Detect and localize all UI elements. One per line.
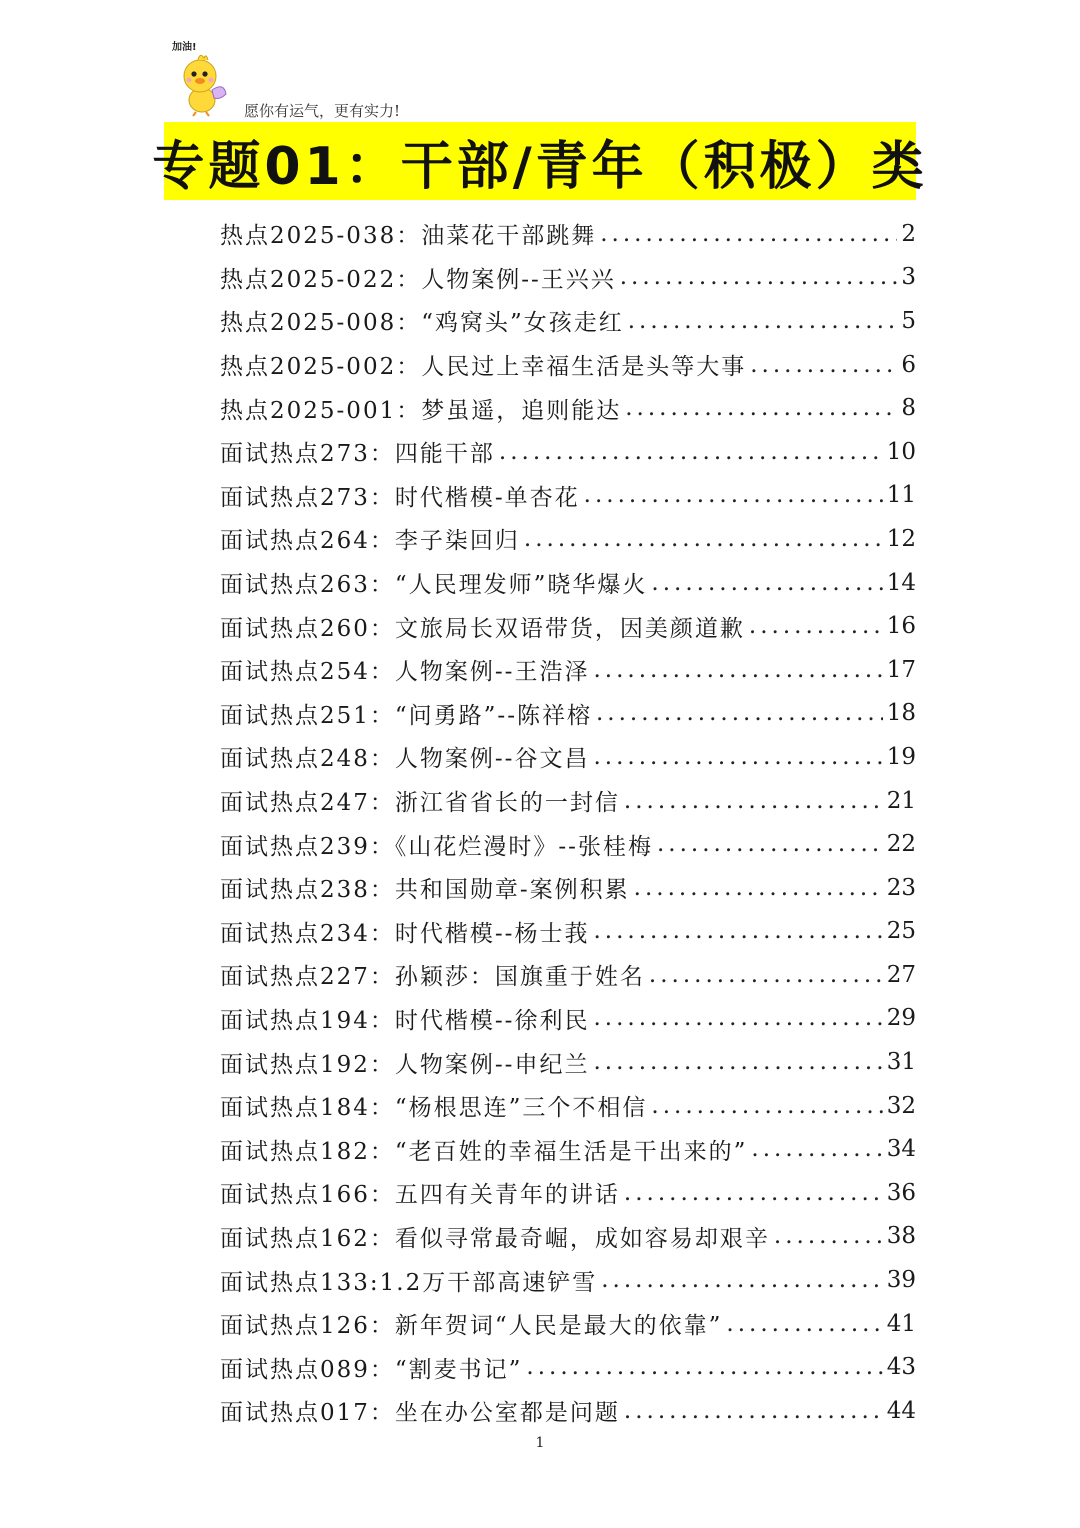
toc-entry[interactable] xyxy=(220,1171,916,1215)
toc-dot-leader xyxy=(593,657,882,683)
toc-entry[interactable] xyxy=(220,1345,916,1389)
toc-entry-page: 2 xyxy=(901,220,916,247)
toc-entry-label: 热点2025-022：人物案例--王兴兴 xyxy=(220,266,616,293)
toc-entry-label: 面试热点184：“杨根思连”三个不相信 xyxy=(220,1095,648,1122)
toc-entry[interactable] xyxy=(220,648,916,692)
toc-entry[interactable] xyxy=(220,212,916,256)
toc-entry-label: 面试热点182：“老百姓的幸福生活是干出来的” xyxy=(220,1138,748,1165)
toc-dot-leader xyxy=(526,1354,882,1380)
toc-entry[interactable] xyxy=(220,1258,916,1302)
toc-entry[interactable] xyxy=(220,561,916,605)
toc-entry-page: 16 xyxy=(886,613,916,640)
toc-entry-page: 21 xyxy=(886,787,916,814)
toc-dot-leader xyxy=(649,962,883,988)
toc-entry[interactable] xyxy=(220,343,916,387)
toc-entry[interactable] xyxy=(220,1127,916,1171)
toc-entry-label: 面试热点260：文旅局长双语带货，因美颜道歉 xyxy=(220,615,745,642)
toc-entry[interactable] xyxy=(220,256,916,300)
toc-entry[interactable] xyxy=(220,1389,916,1433)
toc-entry-label: 面试热点017：坐在办公室都是问题 xyxy=(220,1400,620,1427)
toc-entry[interactable] xyxy=(220,953,916,997)
toc-entry-label: 面试热点254：人物案例--王浩泽 xyxy=(220,659,590,686)
toc-dot-leader xyxy=(751,1136,882,1162)
toc-dot-leader xyxy=(749,613,883,639)
toc-entry-page: 32 xyxy=(886,1092,916,1119)
toc-entry[interactable] xyxy=(220,474,916,518)
toc-entry-label: 面试热点162：看似寻常最奇崛，成如容易却艰辛 xyxy=(220,1225,770,1252)
toc-dot-leader xyxy=(624,788,883,814)
toc-entry[interactable] xyxy=(220,1215,916,1259)
toc-entry-label: 面试热点239：《山花烂漫时》--张桂梅 xyxy=(220,833,653,860)
mascot-badge-text: 加油! xyxy=(172,42,197,53)
toc-dot-leader xyxy=(584,482,883,508)
toc-entry-page: 27 xyxy=(886,961,916,988)
toc-entry-page: 38 xyxy=(886,1223,916,1250)
toc-entry[interactable] xyxy=(220,430,916,474)
toc-dot-leader xyxy=(651,570,882,596)
toc-entry-label: 面试热点227：孙颖莎：国旗重于姓名 xyxy=(220,964,645,991)
toc-dot-leader xyxy=(634,875,883,901)
toc-entry[interactable] xyxy=(220,1084,916,1128)
toc-entry[interactable] xyxy=(220,386,916,430)
toc-entry-label: 面试热点133:1.2万干部高速铲雪 xyxy=(220,1269,598,1296)
toc-dot-leader xyxy=(624,1398,883,1424)
toc-entry-page: 14 xyxy=(886,569,916,596)
toc-dot-leader xyxy=(657,831,883,857)
toc-dot-leader xyxy=(593,744,882,770)
toc-entry-page: 6 xyxy=(901,351,916,378)
toc-entry-page: 5 xyxy=(901,307,916,334)
toc-entry-page: 29 xyxy=(886,1005,916,1032)
toc-entry[interactable] xyxy=(220,692,916,736)
toc-entry-page: 36 xyxy=(886,1179,916,1206)
toc-dot-leader xyxy=(600,221,897,247)
toc-dot-leader xyxy=(628,308,898,334)
toc-entry-label: 热点2025-002：人民过上幸福生活是头等大事 xyxy=(220,354,747,381)
toc-entry-page: 43 xyxy=(886,1354,916,1381)
toc-entry-label: 面试热点248：人物案例--谷文昌 xyxy=(220,746,590,773)
toc-entry-label: 面试热点192：人物案例--申纪兰 xyxy=(220,1051,590,1078)
toc-entry-page: 8 xyxy=(901,395,916,422)
toc-dot-leader xyxy=(651,1093,882,1119)
toc-dot-leader xyxy=(601,1267,882,1293)
toc-entry-label: 面试热点263：“人民理发师”晓华爆火 xyxy=(220,572,648,599)
toc-entry[interactable] xyxy=(220,1302,916,1346)
toc-dot-leader xyxy=(774,1223,883,1249)
toc-entry-page: 31 xyxy=(886,1049,916,1076)
toc-entry-label: 面试热点247：浙江省省长的一封信 xyxy=(220,790,620,817)
toc-dot-leader xyxy=(593,918,882,944)
toc-entry-label: 面试热点194：时代楷模--徐利民 xyxy=(220,1007,590,1034)
toc-dot-leader xyxy=(620,264,898,290)
toc-dot-leader xyxy=(499,439,883,465)
toc-entry[interactable] xyxy=(220,735,916,779)
toc-dot-leader xyxy=(593,1005,882,1031)
toc-entry-label: 面试热点089：“割麦书记” xyxy=(220,1356,523,1383)
toc-dot-leader xyxy=(596,700,883,726)
toc-entry-label: 热点2025-008：“鸡窝头”女孩走红 xyxy=(220,310,624,337)
toc-entry-page: 39 xyxy=(886,1267,916,1294)
toc-entry-page: 22 xyxy=(886,831,916,858)
toc-entry-page: 44 xyxy=(886,1397,916,1424)
toc-entry[interactable] xyxy=(220,822,916,866)
toc-entry-label: 热点2025-038：油菜花干部跳舞 xyxy=(220,223,597,250)
page-number: 1 xyxy=(535,1435,545,1451)
toc-entry[interactable] xyxy=(220,604,916,648)
toc-entry-page: 11 xyxy=(886,482,916,509)
toc-entry[interactable] xyxy=(220,866,916,910)
toc-entry[interactable] xyxy=(220,910,916,954)
toc-entry-label: 面试热点238：共和国勋章-案例积累 xyxy=(220,877,630,904)
toc-entry-label: 面试热点126：新年贺词“人民是最大的依靠” xyxy=(220,1313,723,1340)
chick-mascot-icon xyxy=(168,38,248,118)
toc-dot-leader xyxy=(726,1311,882,1337)
toc-entry-page: 3 xyxy=(901,264,916,291)
toc-entry[interactable] xyxy=(220,299,916,343)
toc-entry-label: 热点2025-001：梦虽遥，追则能达 xyxy=(220,397,622,424)
toc-dot-leader xyxy=(624,1180,883,1206)
toc-dot-leader xyxy=(625,395,897,421)
toc-entry-label: 面试热点251：“问勇路”--陈祥榕 xyxy=(220,702,592,729)
toc-entry-label: 面试热点234：时代楷模--杨士莪 xyxy=(220,920,590,947)
toc-dot-leader xyxy=(524,526,883,552)
toc-entry-page: 41 xyxy=(886,1310,916,1337)
toc-entry-page: 34 xyxy=(886,1136,916,1163)
table-of-contents xyxy=(220,212,916,1433)
title-banner xyxy=(152,122,928,200)
toc-entry-page: 10 xyxy=(886,438,916,465)
toc-entry[interactable] xyxy=(220,779,916,823)
toc-entry[interactable] xyxy=(220,517,916,561)
toc-entry-label: 面试热点166：五四有关青年的讲话 xyxy=(220,1182,620,1209)
toc-entry[interactable] xyxy=(220,997,916,1041)
toc-entry-page: 12 xyxy=(886,525,916,552)
toc-entry-label: 面试热点273：时代楷模-单杏花 xyxy=(220,484,580,511)
toc-entry-page: 19 xyxy=(886,743,916,770)
toc-entry-page: 17 xyxy=(886,656,916,683)
toc-entry[interactable] xyxy=(220,1040,916,1084)
toc-entry-page: 25 xyxy=(886,918,916,945)
toc-dot-leader xyxy=(593,1049,882,1075)
toc-entry-label: 面试热点264：李子柒回归 xyxy=(220,528,520,555)
motto-text: 愿你有运气，更有实力! xyxy=(244,102,401,120)
toc-entry-page: 23 xyxy=(886,874,916,901)
toc-entry-page: 18 xyxy=(886,700,916,727)
page-title: 专题01：干部/青年（积极）类 xyxy=(152,136,928,197)
toc-dot-leader xyxy=(750,352,897,378)
toc-entry-label: 面试热点273：四能干部 xyxy=(220,441,495,468)
